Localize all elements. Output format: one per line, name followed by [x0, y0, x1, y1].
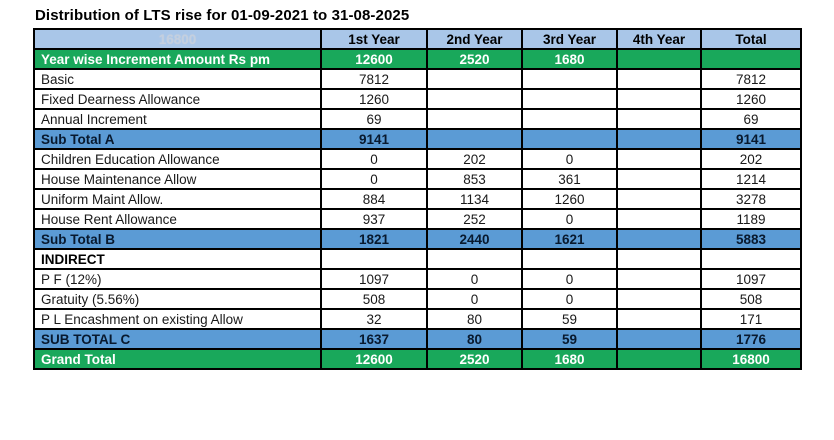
value-cell[interactable] — [522, 89, 617, 109]
value-cell[interactable]: 59 — [522, 329, 617, 349]
value-cell[interactable] — [701, 249, 801, 269]
value-cell[interactable] — [522, 129, 617, 149]
value-cell[interactable]: 9141 — [321, 129, 427, 149]
value-cell[interactable] — [522, 69, 617, 89]
header-cell-total[interactable]: Total — [701, 29, 801, 49]
row-label-cell[interactable]: Grand Total — [34, 349, 321, 369]
table-row — [34, 89, 801, 109]
row-label-cell[interactable]: INDIRECT — [34, 249, 321, 269]
value-cell[interactable]: 202 — [701, 149, 801, 169]
value-cell[interactable]: 171 — [701, 309, 801, 329]
row-label-cell[interactable]: Uniform Maint Allow. — [34, 189, 321, 209]
value-cell[interactable]: 1134 — [427, 189, 522, 209]
value-cell[interactable]: 1260 — [321, 89, 427, 109]
value-cell[interactable] — [617, 129, 701, 149]
table-row — [34, 329, 801, 349]
value-cell[interactable] — [617, 89, 701, 109]
value-cell[interactable] — [522, 249, 617, 269]
row-label-cell[interactable]: Gratuity (5.56%) — [34, 289, 321, 309]
value-cell[interactable] — [427, 69, 522, 89]
value-cell[interactable]: 361 — [522, 169, 617, 189]
value-cell[interactable]: 1821 — [321, 229, 427, 249]
value-cell[interactable] — [701, 49, 801, 69]
row-label-cell[interactable]: House Rent Allowance — [34, 209, 321, 229]
value-cell[interactable]: 0 — [321, 149, 427, 169]
value-cell[interactable] — [617, 249, 701, 269]
row-label-cell[interactable]: Year wise Increment Amount Rs pm — [34, 49, 321, 69]
header-cell-2nd-year[interactable]: 2nd Year — [427, 29, 522, 49]
table-row — [34, 289, 801, 309]
value-cell[interactable]: 853 — [427, 169, 522, 189]
value-cell[interactable] — [617, 229, 701, 249]
lts-distribution-table — [33, 28, 802, 370]
value-cell[interactable]: 69 — [321, 109, 427, 129]
value-cell[interactable]: 884 — [321, 189, 427, 209]
value-cell[interactable]: 1637 — [321, 329, 427, 349]
value-cell[interactable] — [617, 169, 701, 189]
header-cell-1st-year[interactable]: 1st Year — [321, 29, 427, 49]
value-cell[interactable]: 1189 — [701, 209, 801, 229]
row-label-cell[interactable]: P F (12%) — [34, 269, 321, 289]
value-cell[interactable]: 12600 — [321, 49, 427, 69]
table-row — [34, 109, 801, 129]
value-cell[interactable]: 5883 — [701, 229, 801, 249]
row-label-cell[interactable]: Sub Total B — [34, 229, 321, 249]
value-cell[interactable]: 0 — [427, 269, 522, 289]
header-cell-4th-year[interactable]: 4th Year — [617, 29, 701, 49]
value-cell[interactable]: 1776 — [701, 329, 801, 349]
value-cell[interactable]: 937 — [321, 209, 427, 229]
table-header-row — [34, 29, 801, 49]
row-label-cell[interactable]: SUB TOTAL C — [34, 329, 321, 349]
value-cell[interactable]: 1680 — [522, 49, 617, 69]
row-label-cell[interactable]: Sub Total A — [34, 129, 321, 149]
value-cell[interactable]: 508 — [321, 289, 427, 309]
value-cell[interactable]: 16800 — [701, 349, 801, 369]
page-title: Distribution of LTS rise for 01-09-2021 to 31-08-2025 — [35, 7, 410, 24]
value-cell[interactable]: 9141 — [701, 129, 801, 149]
value-cell[interactable] — [321, 249, 427, 269]
table-row — [34, 69, 801, 89]
value-cell[interactable]: 12600 — [321, 349, 427, 369]
row-label-cell[interactable]: Fixed Dearness Allowance — [34, 89, 321, 109]
value-cell[interactable]: 0 — [522, 269, 617, 289]
value-cell[interactable]: 32 — [321, 309, 427, 329]
value-cell[interactable] — [427, 109, 522, 129]
value-cell[interactable]: 0 — [522, 209, 617, 229]
value-cell[interactable]: 1214 — [701, 169, 801, 189]
row-label-cell[interactable]: P L Encashment on existing Allow — [34, 309, 321, 329]
table-row — [34, 129, 801, 149]
value-cell[interactable]: 252 — [427, 209, 522, 229]
value-cell[interactable] — [617, 149, 701, 169]
row-label-cell[interactable]: House Maintenance Allow — [34, 169, 321, 189]
value-cell[interactable]: 7812 — [701, 69, 801, 89]
value-cell[interactable] — [617, 189, 701, 209]
value-cell[interactable]: 3278 — [701, 189, 801, 209]
table-row — [34, 249, 801, 269]
value-cell[interactable]: 1260 — [701, 89, 801, 109]
value-cell[interactable] — [617, 329, 701, 349]
header-cell-3rd-year[interactable]: 3rd Year — [522, 29, 617, 49]
value-cell[interactable]: 0 — [321, 169, 427, 189]
row-label-cell[interactable]: Children Education Allowance — [34, 149, 321, 169]
table-row — [34, 229, 801, 249]
table-body — [34, 49, 801, 369]
value-cell[interactable]: 1680 — [522, 349, 617, 369]
table-row — [34, 349, 801, 369]
value-cell[interactable] — [617, 289, 701, 309]
value-cell[interactable] — [427, 89, 522, 109]
value-cell[interactable]: 1097 — [321, 269, 427, 289]
value-cell[interactable]: 80 — [427, 309, 522, 329]
value-cell[interactable]: 2520 — [427, 349, 522, 369]
value-cell[interactable]: 0 — [427, 289, 522, 309]
table-row — [34, 49, 801, 69]
table-row — [34, 309, 801, 329]
table-row — [34, 169, 801, 189]
value-cell[interactable] — [427, 129, 522, 149]
value-cell[interactable] — [617, 69, 701, 89]
value-cell[interactable] — [427, 249, 522, 269]
value-cell[interactable]: 0 — [522, 149, 617, 169]
value-cell[interactable] — [617, 349, 701, 369]
value-cell[interactable]: 69 — [701, 109, 801, 129]
value-cell[interactable]: 1260 — [522, 189, 617, 209]
value-cell[interactable] — [522, 109, 617, 129]
table-row — [34, 269, 801, 289]
row-label-cell[interactable]: Annual Increment — [34, 109, 321, 129]
value-cell[interactable]: 1097 — [701, 269, 801, 289]
row-label-cell[interactable]: Basic — [34, 69, 321, 89]
value-cell[interactable]: 202 — [427, 149, 522, 169]
value-cell[interactable]: 80 — [427, 329, 522, 349]
value-cell[interactable] — [617, 209, 701, 229]
value-cell[interactable] — [617, 49, 701, 69]
value-cell[interactable]: 508 — [701, 289, 801, 309]
value-cell[interactable]: 2440 — [427, 229, 522, 249]
table-row — [34, 189, 801, 209]
value-cell[interactable]: 7812 — [321, 69, 427, 89]
value-cell[interactable]: 1621 — [522, 229, 617, 249]
value-cell[interactable]: 59 — [522, 309, 617, 329]
header-cell-corner-note[interactable]: 16800 — [34, 29, 321, 49]
value-cell[interactable] — [617, 109, 701, 129]
table-row — [34, 149, 801, 169]
value-cell[interactable] — [617, 309, 701, 329]
value-cell[interactable] — [617, 269, 701, 289]
value-cell[interactable]: 2520 — [427, 49, 522, 69]
table-row — [34, 209, 801, 229]
value-cell[interactable]: 0 — [522, 289, 617, 309]
